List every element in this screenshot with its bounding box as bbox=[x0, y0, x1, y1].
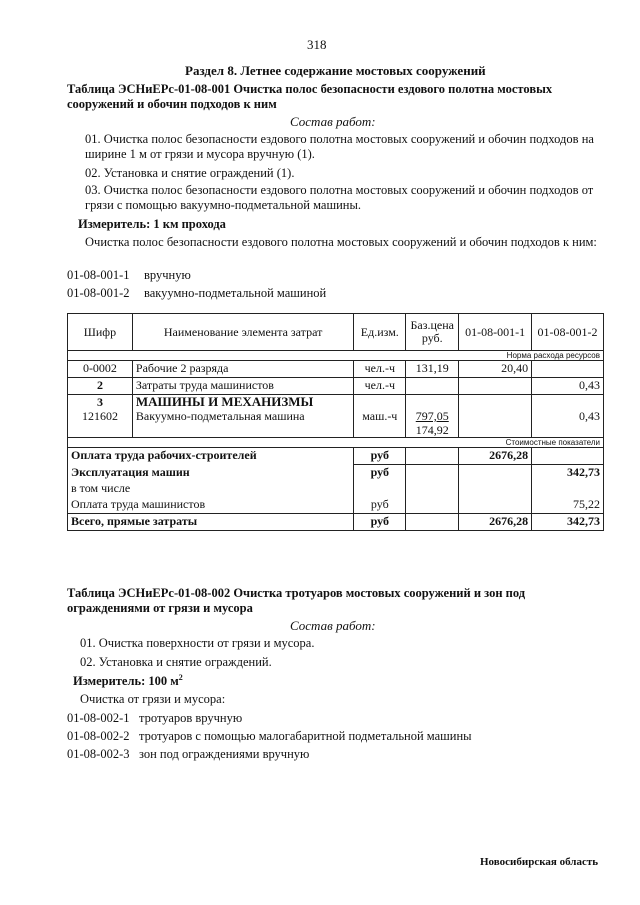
table1-work-2: 02. Установка и снятие ограждений (1). bbox=[85, 166, 295, 180]
cost-value-2: 342,73 bbox=[532, 514, 604, 531]
table-row bbox=[68, 361, 604, 378]
table2-code-3-desc: зон под ограждениями вручную bbox=[139, 747, 310, 761]
cost-value-1: 2676,28 bbox=[459, 448, 532, 465]
cost-value-2: 342,73 bbox=[532, 465, 604, 482]
cost-name: Эксплуатация машин bbox=[68, 465, 354, 482]
cost-name: Всего, прямые затраты bbox=[68, 514, 354, 531]
cost-value-1 bbox=[459, 481, 532, 497]
row-unit: маш.-ч bbox=[354, 395, 406, 438]
row-value-1 bbox=[459, 395, 532, 438]
header-name: Наименование элемента затрат bbox=[132, 314, 353, 351]
table2-code-1: 01-08-002-1 bbox=[67, 711, 130, 725]
table2-code-3: 01-08-002-3 bbox=[67, 747, 130, 761]
row-name: Затраты труда машинистов bbox=[132, 378, 353, 395]
row-name: Рабочие 2 разряда bbox=[132, 361, 353, 378]
cost-name: в том числе bbox=[68, 481, 354, 497]
header-base-price: Баз.цена руб. bbox=[406, 314, 459, 351]
table2-meter-sup: 2 bbox=[178, 673, 183, 682]
cost-row bbox=[68, 481, 604, 497]
table2-work-1: 01. Очистка поверхности от грязи и мусора. bbox=[80, 636, 315, 650]
table2-code-2-desc: тротуаров с помощью малогабаритной подметальной машины bbox=[139, 729, 472, 743]
table2-composition-label: Состав работ: bbox=[290, 618, 376, 633]
header-code: Шифр bbox=[68, 314, 133, 351]
cost-value-1 bbox=[459, 465, 532, 482]
header-col2: 01-08-001-2 bbox=[532, 314, 604, 351]
section-title: Раздел 8. Летнее содержание мостовых сооружений bbox=[185, 63, 486, 78]
row-name: Вакуумно-подметальная машина bbox=[135, 409, 305, 423]
row-value-2: 0,43 bbox=[532, 395, 604, 438]
table1-meter: Измеритель: 1 км прохода bbox=[78, 217, 226, 231]
cost-price bbox=[406, 514, 459, 531]
cost-row bbox=[68, 448, 604, 465]
page-number: 318 bbox=[307, 37, 327, 52]
row-code: 2 bbox=[68, 378, 133, 395]
row-name-group bbox=[132, 395, 353, 438]
table1-code-2-desc: вакуумно-подметальной машиной bbox=[144, 286, 327, 300]
row-price: 797,05 bbox=[415, 409, 449, 423]
row-price: 131,19 bbox=[406, 361, 459, 378]
cost-unit: руб bbox=[354, 448, 406, 465]
row-price-group bbox=[406, 395, 459, 438]
table2-meter bbox=[73, 673, 183, 689]
cost-price bbox=[406, 481, 459, 497]
row-value-2 bbox=[532, 361, 604, 378]
table1-intro: Очистка полос безопасности ездового полотна мостовых сооружений и обочин подходов к ним: bbox=[85, 235, 597, 249]
header-col1: 01-08-001-1 bbox=[459, 314, 532, 351]
table-row bbox=[68, 378, 604, 395]
cost-price bbox=[406, 465, 459, 482]
table1-code-2: 01-08-001-2 bbox=[67, 286, 130, 300]
cost-table bbox=[67, 313, 604, 531]
cost-value-2: 75,22 bbox=[532, 497, 604, 514]
row-unit: чел.-ч bbox=[354, 378, 406, 395]
table1-code-1-desc: вручную bbox=[144, 268, 191, 282]
table2-code-2: 01-08-002-2 bbox=[67, 729, 130, 743]
table1-title: Таблица ЭСНиЕРс-01-08-001 Очистка полос безопасности ездового полотна мостовых сооружений и обочин подходов к ним bbox=[67, 82, 553, 111]
cost-value-2 bbox=[532, 481, 604, 497]
norm-label-row bbox=[68, 351, 604, 361]
cost-row bbox=[68, 465, 604, 482]
row-value-2: 0,43 bbox=[532, 378, 604, 395]
cost-name: Оплата труда рабочих-строителей bbox=[68, 448, 354, 465]
table-header-row bbox=[68, 314, 604, 351]
cost-unit: руб bbox=[354, 465, 406, 482]
cost-value-2 bbox=[532, 448, 604, 465]
table2-code-1-desc: тротуаров вручную bbox=[139, 711, 243, 725]
table2-title: Таблица ЭСНиЕРс-01-08-002 Очистка тротуаров мостовых сооружений и зон под ограждениями от грязи и мусора bbox=[67, 586, 526, 615]
row-code: 0-0002 bbox=[68, 361, 133, 378]
row-code: 121602 bbox=[81, 409, 118, 423]
cost-price bbox=[406, 497, 459, 514]
table1-composition-label: Состав работ: bbox=[290, 114, 376, 129]
cost-name: Оплата труда машинистов bbox=[68, 497, 354, 514]
cost-label: Стоимостные показатели bbox=[68, 438, 604, 448]
row-code-group bbox=[68, 395, 133, 438]
row-code: 3 bbox=[96, 395, 103, 409]
cost-row bbox=[68, 497, 604, 514]
cost-unit: руб bbox=[354, 497, 406, 514]
header-unit: Ед.изм. bbox=[354, 314, 406, 351]
table1-code-1: 01-08-001-1 bbox=[67, 268, 130, 282]
cost-unit bbox=[354, 481, 406, 497]
cost-price bbox=[406, 448, 459, 465]
table2-work-2: 02. Установка и снятие ограждений. bbox=[80, 655, 272, 669]
table2-intro: Очистка от грязи и мусора: bbox=[80, 692, 226, 706]
table1-work-3: 03. Очистка полос безопасности ездового полотна мостовых сооружений и обочин подходов от грязи с помощью вакуумно-подметальной машины. bbox=[85, 183, 594, 212]
table1-work-1: 01. Очистка полос безопасности ездового полотна мостовых сооружений и обочин подходов на ширине 1 м от грязи и мусора вручную (1). bbox=[85, 132, 594, 161]
table-row bbox=[68, 395, 604, 438]
row-price-secondary: 174,92 bbox=[415, 423, 449, 437]
cost-value-1: 2676,28 bbox=[459, 514, 532, 531]
table2-meter-text: Измеритель: 100 м bbox=[73, 674, 179, 689]
cost-unit: руб bbox=[354, 514, 406, 531]
footer-region: Новосибирская область bbox=[480, 856, 599, 868]
row-price bbox=[406, 378, 459, 395]
cost-value-1 bbox=[459, 497, 532, 514]
cost-label-row bbox=[68, 438, 604, 448]
row-value-1: 20,40 bbox=[459, 361, 532, 378]
norm-label: Норма расхода ресурсов bbox=[68, 351, 604, 361]
cost-row-total bbox=[68, 514, 604, 531]
group-heading: МАШИНЫ И МЕХАНИЗМЫ bbox=[135, 394, 314, 409]
row-value-1 bbox=[459, 378, 532, 395]
row-unit: чел.-ч bbox=[354, 361, 406, 378]
